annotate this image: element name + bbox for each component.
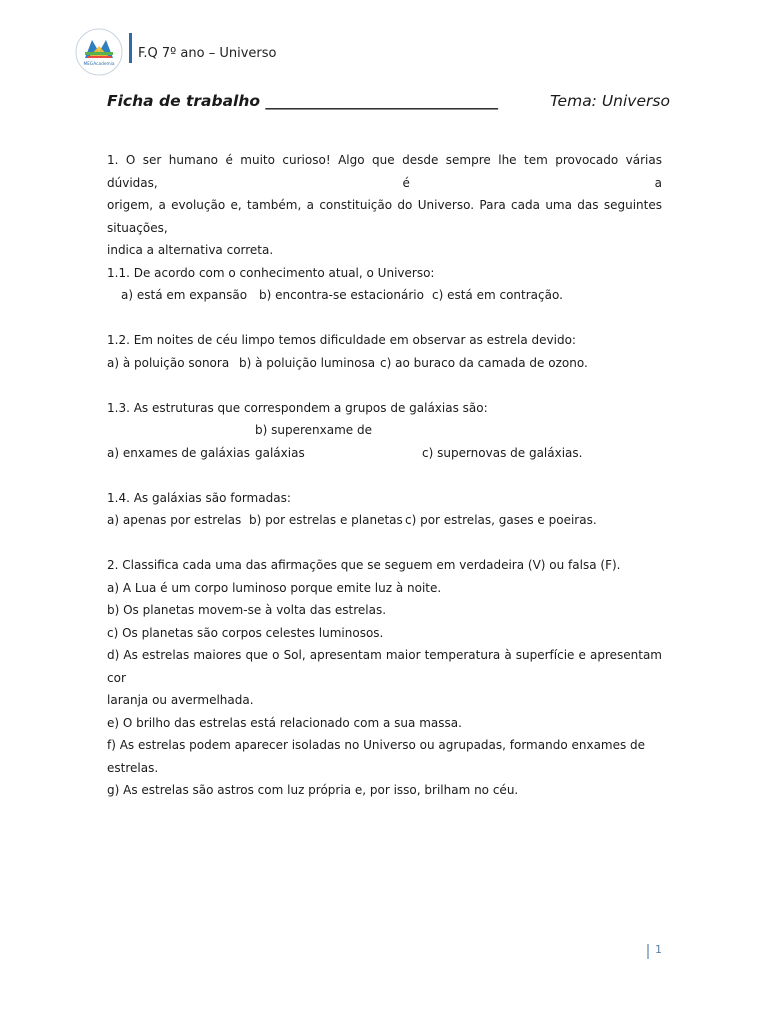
q2-statement-e: e) O brilho das estrelas está relacionado com a sua massa. xyxy=(107,715,462,730)
q1-1-options xyxy=(107,284,662,307)
worksheet-body xyxy=(107,149,662,802)
page-title xyxy=(107,92,670,110)
megacademia-logo xyxy=(75,28,123,76)
q1-4-option-a: a) apenas por estrelas xyxy=(107,513,242,527)
header-divider xyxy=(129,33,132,63)
q2-statement-d-line-2: laranja ou avermelhada. xyxy=(107,693,254,707)
q1-1-option-a: a) está em expansão xyxy=(121,288,248,302)
worksheet-title: Ficha de trabalho ______________________________ xyxy=(107,92,498,110)
q1-2-option-c: c) ao buraco da camada de ozono. xyxy=(380,355,588,370)
footer-divider xyxy=(647,944,649,959)
q1-4-question: 1.4. As galáxias são formadas: xyxy=(107,490,291,505)
header-subject: F.Q 7º ano – Universo xyxy=(138,46,277,61)
q2-statement-g: g) As estrelas são astros com luz própria e, por isso, brilham no céu. xyxy=(107,783,519,797)
q1-2-option-a: a) à poluição sonora xyxy=(107,355,230,370)
q1-4-options xyxy=(107,509,662,532)
q1-2-option-b: b) à poluição luminosa xyxy=(239,355,376,370)
q2-statement-b: b) Os planetas movem-se à volta das estrelas. xyxy=(107,603,387,617)
q1-3-option-c: c) supernovas de galáxias. xyxy=(422,445,583,460)
q1-4-option-c: c) por estrelas, gases e poeiras. xyxy=(405,513,597,527)
q2-statement-d-line-1: d) As estrelas maiores que o Sol, apresentam maior temperatura à superfície e apresentam cor xyxy=(107,648,662,685)
q1-1-option-c: c) está em contração. xyxy=(432,288,563,302)
q1-1-question: 1.1. De acordo com o conhecimento atual, o Universo: xyxy=(107,265,435,280)
q1-3-option-b: b) superenxame de galáxias xyxy=(255,423,372,460)
worksheet-topic: Tema: Universo xyxy=(550,92,670,110)
svg-text:MEGAcademia: MEGAcademia xyxy=(83,62,115,67)
q1-2-options xyxy=(107,352,662,375)
q2-intro: 2. Classifica cada uma das afirmações que se seguem em verdadeira (V) ou falsa (F). xyxy=(107,558,621,572)
q2-statement-c: c) Os planetas são corpos celestes luminosos. xyxy=(107,625,384,640)
page-number: 1 xyxy=(655,943,662,956)
q2-statement-f: f) As estrelas podem aparecer isoladas no Universo ou agrupadas, formando enxames de estrelas. xyxy=(107,738,646,775)
q1-1-option-b: b) encontra-se estacionário xyxy=(259,288,424,302)
q2-statement-a: a) A Lua é um corpo luminoso porque emite luz à noite. xyxy=(107,580,442,595)
q1-3-option-a: a) enxames de galáxias xyxy=(107,445,250,460)
q1-4-option-b: b) por estrelas e planetas xyxy=(249,513,403,527)
q1-3-options xyxy=(107,419,662,464)
q1-intro-line-1: 1. O ser humano é muito curioso! Algo que desde sempre lhe tem provocado várias dúvidas, é a xyxy=(107,153,662,190)
q1-3-question: 1.3. As estruturas que correspondem a grupos de galáxias são: xyxy=(107,400,488,415)
q1-intro-line-3: indica a alternativa correta. xyxy=(107,243,274,257)
q1-2-question: 1.2. Em noites de céu limpo temos dificuldade em observar as estrela devido: xyxy=(107,333,576,347)
q1-intro-line-2: origem, a evolução e, também, a constituição do Universo. Para cada uma das seguintes situações, xyxy=(107,198,662,235)
